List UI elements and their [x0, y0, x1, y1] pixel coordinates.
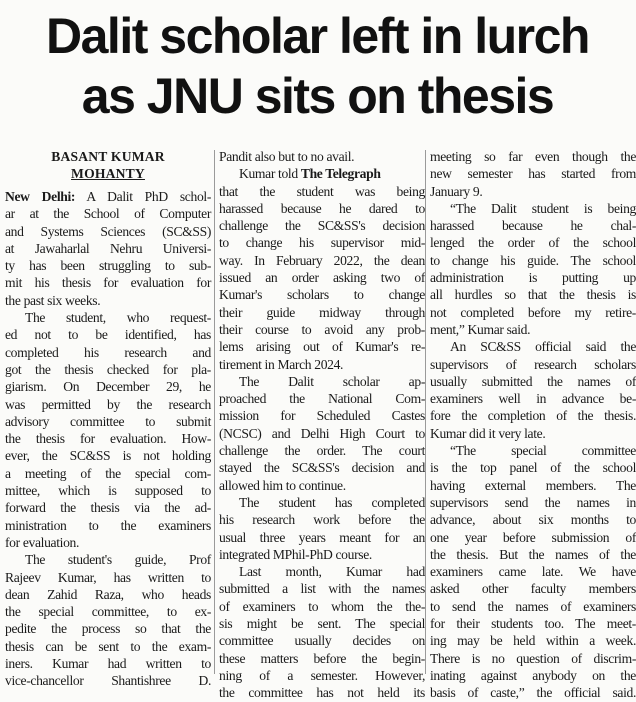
text-line: (NCSC) and Delhi High Court to — [219, 425, 425, 441]
text-line: Rajeev Kumar, has written to — [5, 569, 211, 585]
article-body — [5, 148, 636, 701]
text-line: submitted a list with the names — [219, 581, 425, 597]
dateline: New Delhi: — [5, 189, 76, 204]
text-line: January 9. — [430, 183, 483, 199]
text-line: giarism. On December 29, he — [5, 379, 211, 395]
column-divider — [214, 150, 215, 674]
paragraph — [219, 373, 425, 494]
text-line: Pandit also but to no avail. — [219, 149, 355, 164]
text-line: the thesis for evaluation. How- — [5, 431, 211, 447]
text-line: “The Dalit student is being — [450, 200, 636, 216]
text-line: There is no question of discrim- — [430, 650, 636, 666]
text-line: not completed before my retire- — [430, 304, 636, 320]
headline — [0, 6, 635, 126]
column-3 — [430, 148, 636, 701]
paragraph — [219, 165, 425, 373]
text-line: advisory committee to submit — [5, 413, 211, 429]
text-line: administration is putting up — [430, 270, 636, 286]
paragraph — [430, 148, 636, 200]
text-line: tirement in March 2024. — [219, 356, 344, 372]
text-line: basis of caste,” the official said. — [430, 685, 636, 701]
text-line: for evaluation. — [5, 534, 80, 550]
text-line: vice-chancellor Shantishree D. — [5, 673, 211, 689]
text-line: that the student was being — [219, 183, 425, 199]
text-line: allowed him to continue. — [219, 477, 346, 493]
text-line: mittee, which is supposed to — [5, 483, 211, 499]
text-line: meeting so far even though the — [430, 149, 636, 164]
text-line: the thesis. But the names of the — [430, 546, 636, 562]
text-line: integrated MPhil-PhD course. — [219, 546, 372, 562]
text-line: ministration to the examiners — [5, 517, 211, 533]
text-line: fore the completion of the thesis. — [430, 408, 636, 424]
text-line: the committee has not held its — [219, 685, 425, 701]
paragraph — [430, 442, 636, 701]
text-line: for their students too. The meet- — [430, 616, 636, 632]
text-line: the past six weeks. — [5, 292, 101, 308]
text-line: of examiners to whom the the- — [219, 598, 425, 614]
column-divider — [425, 150, 426, 674]
text-line: Kumar's scholars to change — [219, 287, 425, 303]
text-line: ning of a semester. However, — [219, 667, 425, 683]
text-line: lenged the order of the school — [430, 235, 636, 251]
text-line: mission for Scheduled Castes — [219, 408, 425, 424]
headline-line-1: Dalit scholar left in lurch — [46, 8, 589, 64]
paragraph — [430, 338, 636, 442]
text-line: sis might be sent. The special — [219, 616, 425, 632]
text-line: examiners came late. We have — [430, 564, 636, 580]
text-line: pedite the process so that the — [5, 621, 211, 637]
text-line: and Systems Sciences (SC&SS) — [5, 223, 211, 239]
text-line: The Dalit scholar ap- — [239, 373, 425, 389]
text-line: stayed the SC&SS's decision and — [219, 460, 425, 476]
text-line: way. In February 2022, the dean — [219, 252, 425, 268]
paragraph — [5, 309, 211, 551]
text-fragment: Kumar told — [239, 166, 298, 182]
text-line: issued an order asking two of — [219, 270, 425, 286]
text-line: inating against anybody on the — [430, 667, 636, 683]
text-line: The student has completed — [239, 494, 425, 510]
text-line: their course to avoid any prob- — [219, 321, 425, 337]
text-line: challenge the order. The court — [219, 443, 425, 459]
text-line: ment,” Kumar said. — [430, 321, 531, 337]
text-line: completed his research and — [5, 344, 211, 360]
text-line: to change his guide. The school — [430, 252, 636, 268]
text-line: advance, about six months to — [430, 512, 636, 528]
text-line: An SC&SS official said the — [450, 339, 636, 355]
text-fragment: A Dalit PhD schol- — [86, 189, 211, 204]
text-line: iners. Kumar had written to — [5, 656, 211, 672]
text-line: to send the names of examiners — [430, 598, 636, 614]
byline-first-name: BASANT KUMAR — [51, 149, 165, 164]
text-line: dean Zahid Raza, who heads — [5, 586, 211, 602]
text-line: “The special committee — [450, 443, 636, 459]
text-line: at Jawaharlal Nehru Universi- — [5, 240, 211, 256]
text-line: The student's guide, Prof — [25, 552, 211, 568]
text-line: ing may be held within a week. — [430, 633, 636, 649]
text-line: thesis can be sent to the exam- — [5, 638, 211, 654]
text-line: new semester has started from — [430, 166, 636, 182]
text-line: mit his thesis for evaluation for — [5, 275, 211, 291]
text-line: usual three years meant for an — [219, 529, 425, 545]
text-line: supervisors send the names in — [430, 494, 636, 510]
paragraph — [5, 188, 211, 309]
text-line: ar at the School of Computer — [5, 206, 211, 222]
text-line: the special committee, to ex- — [5, 604, 211, 620]
text-line — [219, 165, 425, 182]
text-line: ty has been struggling to sub- — [5, 258, 211, 274]
text-line: usually submitted the names of — [430, 373, 636, 389]
text-line — [5, 188, 211, 205]
text-line: their guide midway through — [219, 304, 425, 320]
text-line: proached the National Com- — [219, 391, 425, 407]
text-line: all hurdles so that the thesis is — [430, 287, 636, 303]
text-line: asked other faculty members — [430, 581, 636, 597]
text-line: is the top panel of the school — [430, 460, 636, 476]
paragraph — [430, 200, 636, 338]
text-line: was permitted by the research — [5, 396, 211, 412]
text-line: ever, the SC&SS is not holding — [5, 448, 211, 464]
headline-line-2: as JNU sits on thesis — [81, 68, 554, 124]
column-1 — [5, 148, 211, 689]
text-line: a meeting of the special com- — [5, 465, 211, 481]
text-line: challenge the SC&SS's decision — [219, 218, 425, 234]
paragraph — [219, 563, 425, 701]
text-line: his research work before the — [219, 512, 425, 528]
text-line: supervisors of research scholars — [430, 356, 636, 372]
text-line: harassed because he chal- — [430, 218, 636, 234]
text-line: one year before submission of — [430, 529, 636, 545]
text-line: Kumar did it very late. — [430, 425, 546, 441]
text-line: to change his supervisor mid- — [219, 235, 425, 251]
text-line: having external members. The — [430, 477, 636, 493]
byline-last-name: MOHANTY — [71, 166, 145, 181]
paragraph — [219, 494, 425, 563]
paragraph — [5, 551, 211, 689]
paragraph — [219, 148, 425, 165]
text-line: these matters before the begin- — [219, 650, 425, 666]
column-2 — [219, 148, 425, 701]
text-line: forward the thesis via the ad- — [5, 500, 211, 516]
text-line: ed not to be identified, has — [5, 327, 211, 343]
text-line: examiners well in advance be- — [430, 391, 636, 407]
byline — [5, 148, 211, 182]
text-line: Last month, Kumar had — [239, 564, 425, 580]
text-line: The student, who request- — [25, 310, 211, 326]
text-line: lems arising out of Kumar's re- — [219, 339, 425, 355]
text-line: got the thesis checked for pla- — [5, 361, 211, 377]
text-line: committee usually decides on — [219, 633, 425, 649]
text-line: harassed because he dared to — [219, 200, 425, 216]
publication-name: The Telegraph — [300, 166, 381, 182]
